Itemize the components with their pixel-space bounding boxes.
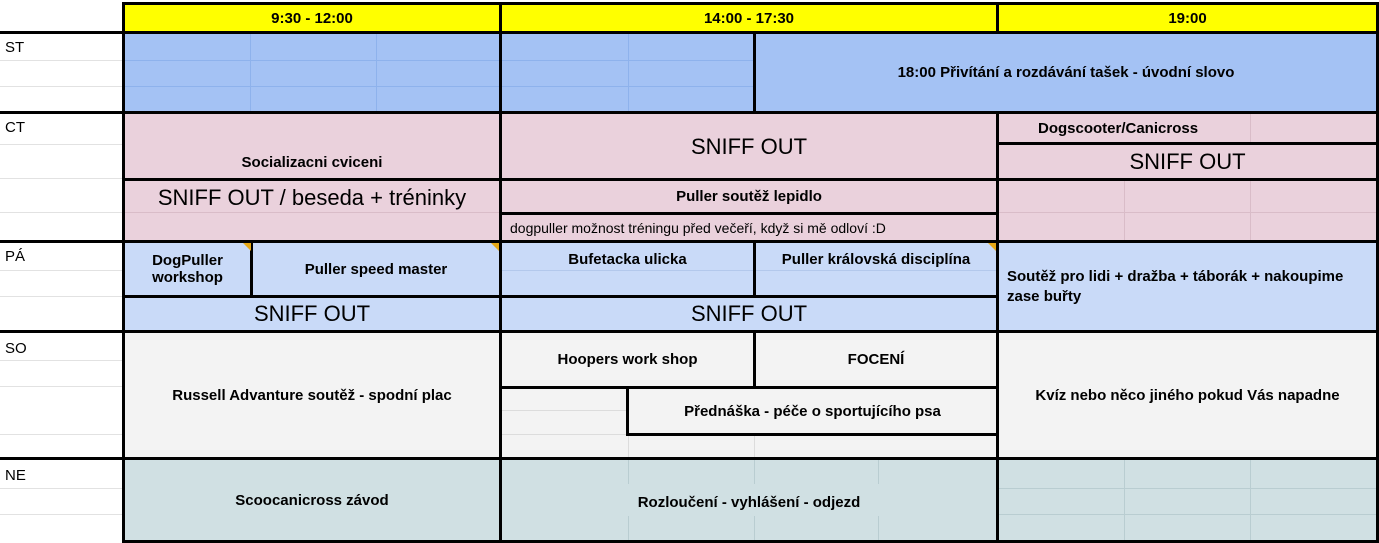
comment-marker-icon[interactable] — [988, 243, 996, 251]
comment-marker-icon[interactable] — [243, 243, 251, 251]
pa-bufetacka-cell[interactable]: Bufetacka ulicka — [499, 240, 756, 298]
header-time-morning[interactable]: 9:30 - 12:00 — [122, 2, 502, 34]
ct-sniff-afternoon-cell[interactable]: SNIFF OUT — [499, 111, 999, 181]
so-russell-cell[interactable]: Russell Advanture soutěž - spodní plac — [122, 330, 502, 460]
ct-socialization-cell[interactable]: Socializacni cviceni — [122, 111, 502, 181]
ct-dogpuller-note-cell[interactable]: dogpuller možnost tréningu před večeří, když si mě odloví :D — [499, 212, 999, 243]
day-separator — [0, 330, 125, 333]
so-hoopers-cell[interactable]: Hoopers work shop — [499, 330, 756, 389]
ne-evening-block[interactable] — [996, 457, 1379, 543]
day-separator — [0, 31, 125, 34]
header-time-evening[interactable]: 19:00 — [996, 2, 1379, 34]
day-label-ct: CT — [5, 119, 25, 136]
pa-puller-speed-cell[interactable]: Puller speed master — [250, 240, 502, 298]
pa-dogpuller-workshop-cell[interactable]: DogPuller workshop — [122, 240, 253, 298]
day-label-pa: PÁ — [5, 248, 26, 265]
so-foceni-cell[interactable]: FOCENÍ — [753, 330, 999, 389]
pa-evening-cell[interactable]: Soutěž pro lidi + dražba + táborák + nakoupime zase buřty — [996, 240, 1379, 333]
comment-marker-icon[interactable] — [491, 243, 499, 251]
pa-sniff-morning-cell[interactable]: SNIFF OUT — [122, 295, 502, 333]
day-separator — [0, 111, 125, 114]
ct-sniff-evening-cell[interactable]: SNIFF OUT — [996, 142, 1379, 181]
day-label-so: SO — [5, 340, 27, 357]
st-morning-block[interactable] — [122, 31, 502, 114]
ne-zavod-cell[interactable]: Scoocanicross závod — [122, 457, 502, 543]
day-label-st: ST — [5, 39, 25, 56]
day-separator — [0, 240, 125, 243]
st-welcome-cell[interactable]: 18:00 Přivítání a rozdávání tašek - úvodní slovo — [753, 31, 1379, 114]
ct-sniff-morning-cell[interactable]: SNIFF OUT / beseda + tréninky — [122, 178, 502, 243]
pa-sniff-afternoon-cell[interactable]: SNIFF OUT — [499, 295, 999, 333]
day-separator — [0, 457, 125, 460]
ct-puller-lepidlo-cell[interactable]: Puller soutěž lepidlo — [499, 178, 999, 215]
so-prednaska-cell[interactable]: Přednáška - péče o sportujícího psa — [626, 386, 999, 436]
day-label-ne: NE — [5, 467, 26, 484]
header-time-afternoon[interactable]: 14:00 - 17:30 — [499, 2, 999, 34]
so-kviz-cell[interactable]: Kvíz nebo něco jiného pokud Vás napadne — [996, 330, 1379, 460]
pa-puller-kralovska-cell[interactable]: Puller královská disciplína — [753, 240, 999, 298]
ct-evening-empty-block[interactable] — [996, 178, 1379, 243]
ct-dogscooter-cell[interactable]: Dogscooter/Canicross — [996, 111, 1379, 145]
ne-rozlouceni-cell[interactable]: Rozloučení - vyhlášení - odjezd — [499, 457, 999, 543]
